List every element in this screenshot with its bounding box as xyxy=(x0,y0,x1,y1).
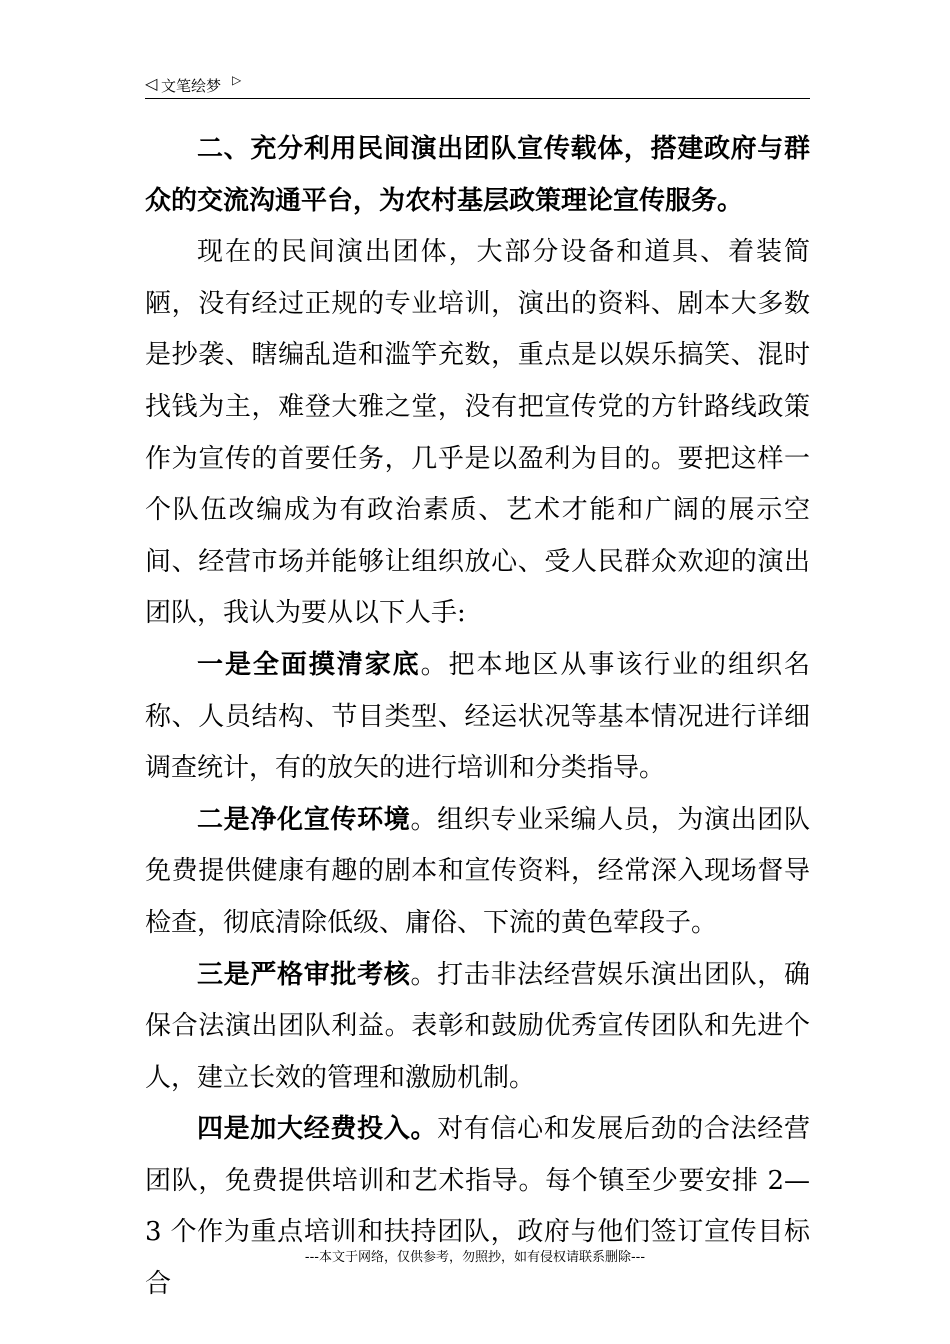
header-brand: 文笔绘梦 xyxy=(161,77,222,95)
item-lead: 三是严格审批考核 xyxy=(197,959,411,990)
item-paragraph xyxy=(145,950,810,1105)
triangle-right-icon: ▷ xyxy=(232,73,242,87)
item-text: 。打击非法经营娱乐演出团队，确保合法演出团队利益。表彰和鼓励优秀宣传团队和先进个人，建立长效的管理和激励机制。 xyxy=(145,959,810,1093)
item-lead: 四是加大经费投入。 xyxy=(197,1114,438,1145)
item-text: 对有信心和发展后劲的合法经营团队，免费提供培训和艺术指导。每个镇至少要安排 2—3 个作为重点培训和扶持团队，政府与他们签订宣传目标合 xyxy=(145,1114,810,1300)
item-text: 。组织专业采编人员，为演出团队免费提供健康有趣的剧本和宣传资料，经常深入现场督导检查，彻底清除低级、庸俗、下流的黄色荤段子。 xyxy=(145,804,810,938)
item-lead: 一是全面摸清家底 xyxy=(197,649,421,680)
item-paragraph xyxy=(145,640,810,795)
page-footer-disclaimer: ---本文于网络，仅供参考，勿照抄，如有侵权请联系删除--- xyxy=(304,1250,646,1265)
item-text: 。把本地区从事该行业的组织名称、人员结构、节目类型、经运状况等基本情况进行详细调查统计，有的放矢的进行培训和分类指导。 xyxy=(145,649,810,784)
item-lead: 二是净化宣传环境 xyxy=(197,804,411,835)
triangle-left-icon: ◁ xyxy=(145,74,158,93)
page-header xyxy=(145,70,810,99)
section-heading: 二、充分利用民间演出团队宣传载体，搭建政府与群众的交流沟通平台，为农村基层政策理论宣传服务。 xyxy=(145,134,810,216)
document-body xyxy=(145,124,810,1311)
item-paragraph xyxy=(145,1104,810,1310)
intro-paragraph: 现在的民间演出团体，大部分设备和道具、着装简陋，没有经过正规的专业培训，演出的资料、剧本大多数是抄袭、瞎编乱造和滥竽充数，重点是以娱乐搞笑、混时找钱为主，难登大雅之堂，没有把宣传党的方针路线政策作为宣传的首要任务，几乎是以盈利为目的。要把这样一个队伍改编成为有政治素质、艺术才能和广阔的展示空间、经营市场并能够让组织放心、受人民群众欢迎的演出团队，我认为要从以下人手: xyxy=(145,237,810,629)
item-paragraph xyxy=(145,795,810,950)
